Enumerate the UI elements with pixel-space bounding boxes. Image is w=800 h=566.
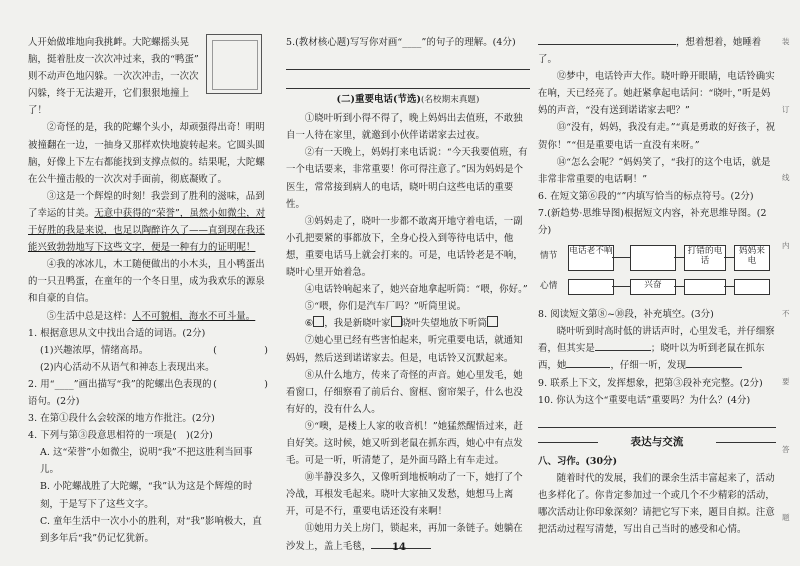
passage2-paragraph-10: ⑩半静没多久，又像听到地板响动了一下，她打了个冷战，耳根发毛起来。晓叶大家抽又发愁，她想马上离开，可是不行，重要电话还没有来啊！ (286, 472, 523, 518)
question-1: 1. 根据意思从文中找出合适的词语。(2分) (28, 327, 206, 339)
passage-title: (二)重要电话(节选)(名校期末真题) (336, 94, 480, 106)
composition-heading: 八、习作。(30分) (538, 455, 618, 467)
passage-paragraph-5: ⑤生活中总是这样：人不可貌相，海水不可斗量。 (46, 310, 256, 322)
mind-map-blank-box[interactable] (684, 279, 726, 295)
passage-line: 则不动声色地闪躲。一次次冲击，一次次 (28, 71, 199, 83)
binding-char: 内 (782, 241, 790, 250)
passage2-paragraph-11: ⑪她用力关上房门，锁起来，再加一条链子。她躺在沙发上，盖上毛毯， (286, 523, 523, 552)
underlined-sentence: 无意中获得的“荣誉”，虽然小如微尘，对于好胜的我是来说，也足以陶醉许久了——直到现在我还能兴致勃勃地写下这些文字，便是一种有力的证明呢！ (28, 207, 266, 254)
question-4-option-b[interactable]: B. 小陀螺战胜了大陀螺，“我”认为这是个辉煌的时刻，于是写下了这些文字。 (40, 481, 253, 510)
passage-paragraph-4: ④我的冰冰儿，木工随便做出的小木头，且小鸭蛋出的一只丑鸭蛋，在童年的一个冬日里，成为我欢乐的源泉和自豪的自信。 (28, 259, 265, 305)
mind-map-blank-box[interactable] (568, 279, 614, 295)
mind-map-box: 电话老不响 (568, 245, 614, 271)
punctuation-box[interactable] (313, 316, 324, 327)
passage2-paragraph-7: ⑦她心里已经有些害怕起来，听完重要电话，就通知妈妈，然后送到诺诺家去。但是，电话铃又沉默起来。 (286, 335, 523, 364)
passage2-paragraph-2: ②有一天晚上，妈妈打来电话说：“今天我要值班，有一个电话要来，非常重要！你可得注意了。”因为妈妈是个医生，常常接到病人的电话，晓叶明白这些电话的重要性。 (286, 147, 528, 210)
passage-paragraph-2: ②奇怪的是，我的陀螺个头小，却顽强得出奇！明明被撞翻在一边，一抽身又那样欢快地旋转起来。它圆头圆脑，好像上下左右都能找到支撑点似的。结果呢，大陀螺在公牛撞击般的一次次对手面前，彻底凝败了。 (28, 122, 265, 185)
question-3: 3. 在第①段什么会较深的地方作批注。(2分) (28, 413, 215, 425)
right-column (538, 34, 776, 538)
question-1-item-1: (1)兴趣浓厚，情绪高昂。 ( ) (28, 342, 268, 359)
answer-line[interactable] (286, 53, 530, 70)
question-6: 6. 在短文第⑥段的“”内填写恰当的标点符号。(2分) (538, 190, 754, 202)
passage2-paragraph-3: ③妈妈走了，晓叶一步都不敢离开地守着电话，一副小孔把要紧的事都放下，全身心投入到等待电话中，他想，重要电话马上就会打来的。可是，电话铃老是不响，晓叶心里开始着急。 (286, 215, 523, 279)
left-column (28, 34, 268, 547)
passage2-paragraph-1: ①晓叶听到小得不得了，晚上妈妈出去值班，不敢独自一人待在家里，就邀到小伙伴诺诺家去过夜。 (286, 113, 523, 142)
section-heading-wrap (538, 434, 776, 451)
mind-map-blank-box[interactable] (734, 279, 770, 295)
mind-map-box: 兴奋 (630, 279, 676, 295)
binding-char: 不 (782, 309, 790, 318)
question-8-text: 晓叶听到时高时低的讲话声时，心里发毛，并仔细察看，但其实是 ；晓叶以为听到老鼠在抓东西，她 ，仔细一听，发现 (538, 326, 775, 372)
fill-blank[interactable] (595, 350, 651, 351)
fill-blank[interactable] (686, 367, 742, 368)
passage2-paragraph-13: ⑬“没有，妈妈，我没有走。”“真是勇敢的好孩子，祝贺你！”“但是重要电话一直没有来呀。” (538, 122, 776, 151)
punctuation-box[interactable] (391, 316, 402, 327)
continuation-line: ，想着想着，她睡着了。 (538, 37, 762, 66)
page-number: 14 (392, 542, 406, 553)
mind-map-box: 打错的电话 (684, 245, 726, 271)
answer-blank[interactable]: ( ) (213, 378, 268, 390)
question-2: 2. 用“____”画出描写“我”的陀螺出色表现的语句。(2分) (28, 378, 212, 407)
question-4: 4. 下列与第③段意思相符的一项是( )(2分) (28, 430, 213, 442)
passage2-paragraph-6: ⑥ ，我是新晓叶家 晓叶失望地放下听筒 (286, 315, 530, 332)
mind-map-label-mood: 心情 (540, 281, 558, 292)
passage2-paragraph-5: ⑤“喂，你们是汽车厂吗？”听筒里说。 (304, 301, 467, 313)
fill-blank[interactable] (566, 367, 610, 368)
section-heading: 表达与交流 (630, 435, 684, 448)
answer-line[interactable] (538, 411, 776, 428)
mind-map (538, 241, 776, 303)
mind-map-box: 妈妈来电 (734, 245, 770, 271)
binding-char: 题 (782, 513, 790, 522)
passage2-paragraph-8: ⑧从什么地方，传来了奇怪的声音。她心里发毛，她看窗口，仔细察看了前后台、窗框、窗帘架子，什么也没有好的，没有什么人。 (286, 369, 523, 415)
passage-line: 人开始做堆地向我挑衅。大陀螺摇头晃 (28, 37, 190, 48)
passage2-paragraph-12: ⑫梦中，电话铃声大作。晓叶睁开眼睛，电话铃确实在响，天已经亮了。她赶紧拿起电话问：“晓叶，”听是妈妈的声音，“没有送到诺诺家去吧？” (538, 71, 775, 117)
fill-blank[interactable] (538, 44, 676, 45)
answer-line[interactable] (286, 72, 530, 89)
binding-char: 订 (782, 105, 790, 114)
passage2-paragraph-4: ④电话铃响起来了，她兴奋地拿起听筒：“喂，你好。” (304, 284, 528, 296)
mind-map-blank-box[interactable] (630, 245, 676, 271)
binding-char: 装 (782, 37, 790, 46)
passage2-paragraph-9: ⑨“噢，是楼上人家的收音机！”她猛然醒悟过来，赶自好笑。这时候，她又听到老鼠在抓东西，她心中有点发毛。可是一听，听清楚了，是外面马路上有车走过。 (286, 420, 524, 467)
question-4-option-c[interactable]: C. 童年生活中一次小小的胜利，对“我”影响极大，直到多年后“我”仍记忆犹新。 (40, 515, 262, 544)
binding-char: 线 (782, 173, 790, 182)
binding-char: 答 (782, 445, 790, 454)
question-1-item-2: (2)内心活动不从语气和神态上表现出来。 ( ) (28, 359, 268, 376)
passage-paragraph-3: ③这是一个辉煌的时刻！我尝到了胜利的滋味，品到了幸运的甘美。无意中获得的“荣誉”，虽然小如微尘，对于好胜的我是来说，也足以陶醉许久了——直到现在我还能兴致勃勃地写下这些文字，便是一种有力的证明呢！ (28, 190, 266, 254)
question-5: 5.(教材核心题)写写你对画“____”的句子的理解。(4分) (286, 37, 516, 48)
question-9: 9. 联系上下文，发挥想象，把第③段补充完整。(2分) (538, 377, 763, 389)
composition-prompt: 随着时代的发展，我们的课余生活丰富起来了，活动也多样化了。你肯定参加过一个或几个不少精彩的活动，哪次活动让你印象深刻？请把它写下来，题目自拟。注意把活动过程写清楚，写出自己当时的感受和心情。 (538, 472, 775, 536)
answer-blank[interactable]: ( ) (213, 344, 268, 356)
passage-line: 闪躲，终于无法避开，它们狠狠地撞上了！ (28, 88, 190, 117)
binding-char: 要 (782, 377, 790, 386)
passage2-paragraph-14: ⑭“怎么会呢？”妈妈笑了，“我打的这个电话，就是非常非常重要的电话啊！” (538, 156, 771, 185)
question-7: 7.(新趋势·思维导图)根据短文内容，补充思维导图。(2分) (538, 207, 767, 237)
question-8: 8. 阅读短文第⑧~⑩段，补充填空。(3分) (538, 309, 714, 321)
divider (538, 442, 598, 443)
question-4-option-a[interactable]: A. 这“荣誉”小如微尘，说明“我”不把这胜利当回事儿。 (40, 447, 253, 476)
binding-margin (782, 36, 796, 566)
middle-column (286, 34, 530, 555)
underlined-proverb: 人不可貌相，海水不可斗量。 (132, 310, 256, 322)
question-10: 10. 你认为这个“重要电话”重要吗？为什么？(4分) (538, 394, 751, 406)
divider (716, 442, 776, 443)
punctuation-box[interactable] (487, 316, 498, 327)
passage-line: 脑，挺着肚皮一次次冲过来，我的“鸭蛋” (28, 54, 199, 66)
mind-map-label-plot: 情节 (540, 251, 558, 262)
